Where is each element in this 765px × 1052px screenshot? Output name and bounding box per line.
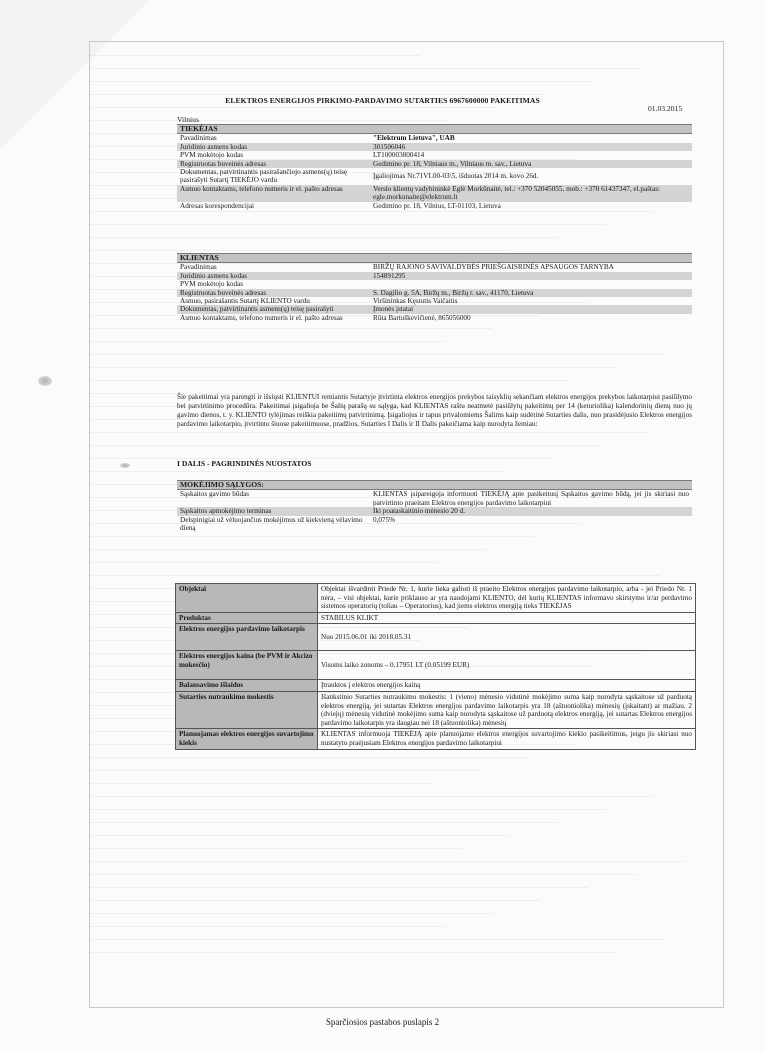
- field-value: Gedimino pr. 18, Vilniaus m., Vilniaus m. sav., Lietuva: [370, 160, 692, 168]
- field-label: Asmuo, pasirašantis Sutartį KLIENTO vardu: [180, 297, 310, 306]
- field-value: Rūta Bartuškevičienė, 865056000: [373, 313, 471, 322]
- punch-mark: [120, 463, 130, 468]
- section-heading: I DALIS - PAGRINDINĖS NUOSTATOS: [177, 459, 312, 468]
- condition-label: Elektros energijos pardavimo laikotarpis: [176, 624, 318, 651]
- condition-label: Sutarties nutraukimo mokestis: [176, 691, 318, 728]
- field-label: Pavadinimas: [180, 134, 217, 143]
- payment-heading: MOKĖJIMO SĄLYGOS:: [177, 481, 692, 490]
- condition-label: Balansavimo išlaidos: [176, 680, 318, 692]
- condition-label: Planuojamas elektros energijos suvartojimo kiekis: [176, 729, 318, 749]
- field-label: Juridinio asmens kodas: [177, 143, 370, 151]
- condition-value: Nuo 2015.06.01 iki 2018.05.31: [318, 624, 696, 651]
- field-value: 0,075%: [373, 515, 396, 524]
- condition-label: Objektai: [176, 584, 318, 613]
- field-value: [370, 280, 692, 288]
- field-label: Delspinigiai už vėluojančius mokėjimus už kiekvieną vėlavimo dieną: [180, 515, 363, 533]
- field-value: Gedimino pr. 18, Vilnius, LT-01103, Lietuva: [373, 201, 501, 210]
- document-title: ELEKTROS ENERGIJOS PIRKIMO-PARDAVIMO SUTARTIES 6967600000 PAKEITIMAS: [225, 96, 540, 105]
- field-value: 154891295: [370, 272, 692, 280]
- condition-value: Išankstinio Sutarties nutraukimo mokestis: 1 (vieno) mėnesio vidutinė mokėjimo suma kaip nurodyta sąskaitose už parduotą elektros energiją, jei sutartas Elektros energijos pardavimo laikotarpis yra 18 (aštuoniolika) mėnesių (įskaitant) ar mažiau. 2 (dviejų) mėnesių vidutinė mokėjimo suma kaip nurodyta sąskaitose už parduotą elektros energiją, jei sutartas Elektros energijos pardavimo laikotarpis yra daugiau nei 18 (aštuoniolika) mėnesių: [318, 691, 696, 728]
- field-value: KLIENTAS įsipareigoja informuoti TIEKĖJĄ apie pasikeitusį Sąskaitos gavimo būdą, jei jis skiriasi nuo patvirtinto praeitam Elektros energijos pardavimo laikotarpiui: [373, 490, 689, 507]
- field-label: Asmuo kontaktams, telefono numeris ir el. pašto adresas: [180, 313, 343, 322]
- field-value: Iki poataskaitinio mėnesio 20 d.: [370, 507, 692, 515]
- field-label: Dokumentas, patvirtinantis asmens(ų) teisę pasirašyti: [177, 305, 370, 313]
- field-value: 301506046: [370, 143, 692, 151]
- field-label: Sąskaitos apmokėjimo terminas: [177, 507, 370, 515]
- condition-value: KLIENTAS informuoja TIEKĖJĄ apie planuojamo elektros energijos suvartojimo kiekio pasikeitimus, jeigu jis skiriasi nuo nustatyto praėjusiam Elektros energijos pardavimo laikotarpiui: [318, 729, 696, 749]
- field-value: Įgaliojimas Nr.71VL00-03\5, išduotas 2014 m. kovo 26d.: [373, 172, 539, 181]
- field-value: Įmonės įstatai: [370, 305, 692, 313]
- contract-conditions-table: [175, 583, 696, 750]
- condition-value: Objektai išvardinti Priede Nr. 1, kurie lieka galioti iš praeito Elektros energijos pardavimo laikotarpio, arba - jei Priedo Nr. 1 nėra, – visi objektai, kurie priklauso ar yra naudojami KLIENTO, dėl kurių KLIENTAS informavo skirstymo ir/ar perdavimo sistemos operatorių (toliau – Operatorius), kad jiems elektros energiją tieks TIEKĖJAS: [318, 584, 696, 613]
- field-label: Pavadinimas: [180, 263, 217, 272]
- condition-label: Elektros energijos kaina (be PVM ir Akcizo mokesčio): [176, 651, 318, 680]
- client-table: [177, 253, 692, 322]
- field-value: BIRŽŲ RAJONO SAVIVALDYBĖS PRIEŠGAISRINĖS APSAUGOS TARNYBA: [373, 263, 614, 272]
- document-city: Vilnius: [177, 115, 199, 124]
- field-label: PVM mokėtojo kodas: [180, 151, 244, 160]
- field-value: "Elektrum Lietuva", UAB: [373, 134, 455, 143]
- field-label: Registruotas buveinės adresas: [177, 289, 370, 297]
- supplier-table: [177, 124, 692, 210]
- field-label: Asmuo kontaktams, telefono numeris ir el. pašto adresas: [177, 185, 370, 202]
- field-label: Adresas korespondencijai: [180, 201, 255, 210]
- punch-hole: [38, 376, 52, 386]
- field-label: Juridinio asmens kodas: [177, 272, 370, 280]
- intro-paragraph: Šie pakeitimai yra parengti ir išsiųsti KLIENTUI remiantis Sutartyje įtvirtinta elektros energijos prekybos taisyklių sekančiam elektros energijos prekybos laikotarpiui pasiūlymo bei patvirtinimo procedūra. Pakeitimai įsigalioja be Šalių parašų su sąlyga, kad KLIENTAS raštu neatmetė pasiūlytų pakeitimų per 14 (keturiolika) kalendorinių dienų nuo jų gavimo dienos, t. y. KLIENTO tylėjimas reiškia pakeitimų patvirtinimą. Įsigaliojus ir tapus privalomiems Šalims kaip sudėtinė Sutarties dalis, nuo prasidėjusio Elektros energijos pardavimo laikotarpio, įtvirtinto šiuose pakeitimuose, pradžios, Sutarties I Dalis ir II Dalis pakeičiama kaip nurodyta žemiau:: [177, 393, 692, 428]
- field-value: S. Dagilio g. 5A, Biržų m., Biržų r. sav., 41170, Lietuva: [370, 289, 692, 297]
- page-footer: Sparčiosios pastabos puslapis 2: [325, 1017, 440, 1027]
- payment-terms-table: [177, 480, 692, 532]
- condition-value: STABILUS KLIKT: [318, 612, 696, 624]
- client-heading: KLIENTAS: [177, 254, 692, 263]
- field-label: Dokumentas, patvirtinantis pasirašančiojo asmens(ų) teisę pasirašyti Sutartį TIEKĖJO vardu: [180, 168, 348, 185]
- field-label: Sąskaitos gavimo būdas: [180, 490, 250, 499]
- field-label: PVM mokėtojo kodas: [180, 280, 244, 289]
- condition-value: Įtrauktos į elektros energijos kainą: [318, 680, 696, 692]
- field-value: Viršininkas Kęstutis Vaičaitis: [373, 297, 458, 306]
- condition-value: Visoms laiko zonoms – 0.17951 LT (0.05199 EUR): [318, 651, 696, 680]
- field-value: Verslo klientų vadybininkė Eglė Morkūnaitė, tel.: +370 52045055, mob.: +370 61437347, el.paštas: egle.morkunaite@elektrum.lt: [370, 185, 692, 202]
- condition-label: Produktas: [176, 612, 318, 624]
- document-date: 01.03.2015: [648, 104, 683, 113]
- supplier-heading: TIEKĖJAS: [177, 125, 692, 134]
- field-label: Registruotas buveinės adresas: [177, 160, 370, 168]
- field-value: LT100003800414: [373, 151, 425, 160]
